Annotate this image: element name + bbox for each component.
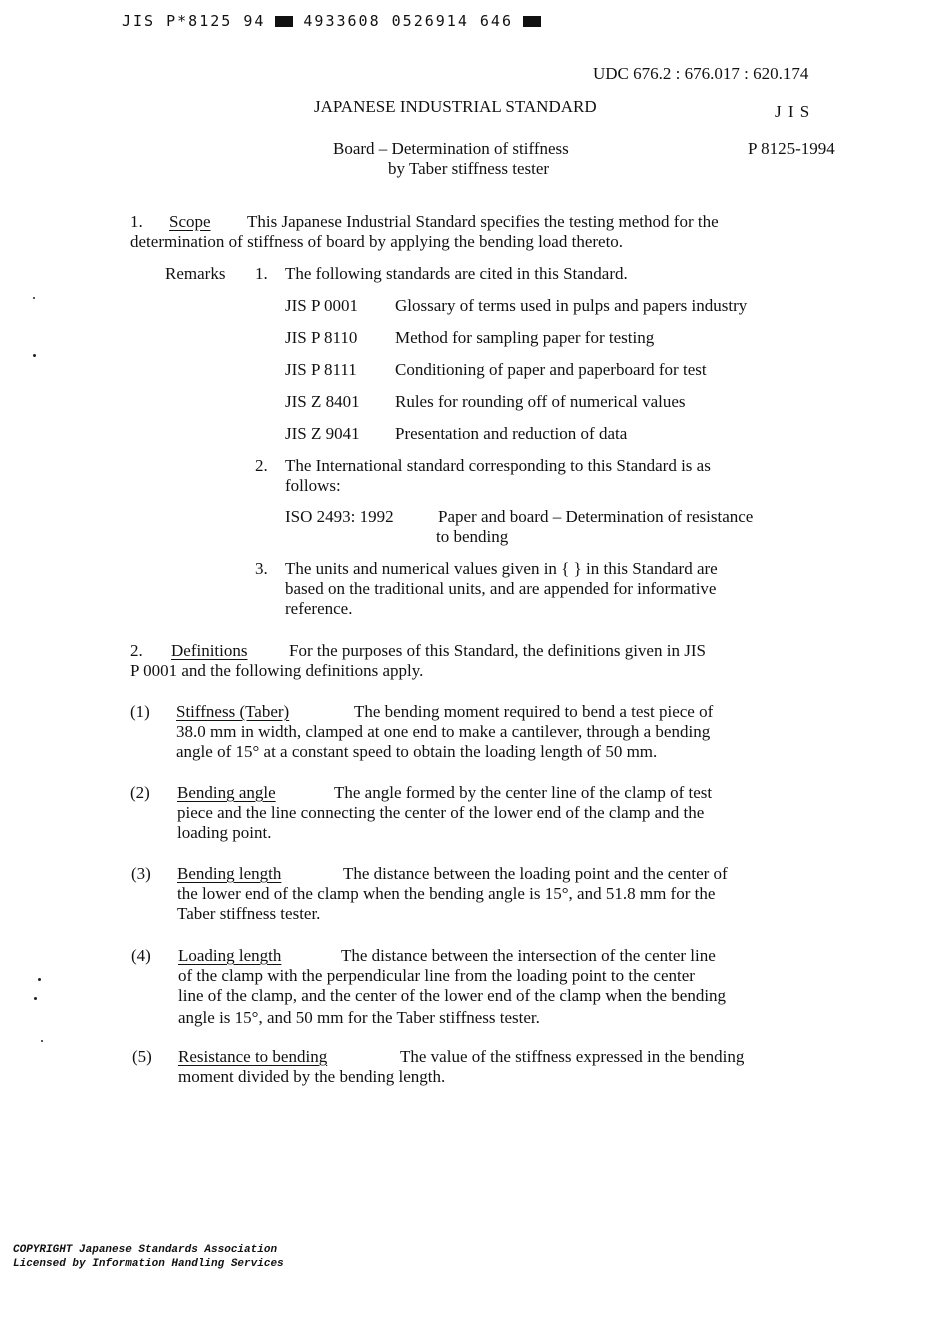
definition-text-line: loading point. [177,823,272,842]
definition-text-line: moment divided by the bending length. [178,1067,446,1086]
definition-term: Stiffness (Taber) [176,702,290,721]
definition-number: (2) [130,783,150,802]
definition-number: (3) [131,864,151,883]
document-title-line-1: Board – Determination of stiffness [333,139,569,158]
ref-title: Rules for rounding off of numerical values [395,392,686,411]
ref-title: Method for sampling paper for testing [395,328,655,347]
definition-text-line: angle is 15°, and 50 mm for the Taber stiffness tester. [178,1008,540,1027]
scope-text-line-2: determination of stiffness of board by applying the bending load thereto. [130,232,624,251]
definition-number: (5) [132,1047,152,1066]
scan-mark [41,1040,43,1042]
definition-term: Resistance to bending [178,1047,328,1066]
footer-license: Licensed by Information Handling Services [13,1258,284,1270]
ref-code: JIS Z 9041 [285,424,360,443]
barcode-block-icon [523,16,541,27]
definition-text-line: piece and the line connecting the center of the lower end of the clamp and the [177,803,705,822]
scan-mark [33,354,36,357]
remark-3-number: 3. [255,559,268,578]
iso-title-line-2: to bending [436,527,509,546]
definition-text-line: angle of 15° at a constant speed to obtain the loading length of 50 mm. [176,742,658,761]
scan-mark [38,978,41,981]
definition-text-line: The angle formed by the center line of the clamp of test [334,783,713,802]
document-number: P 8125-1994 [748,139,835,158]
definition-text-line: the lower end of the clamp when the bending angle is 15°, and 51.8 mm for the [177,884,716,903]
scope-heading: Scope [169,212,211,231]
ref-code: JIS Z 8401 [285,392,360,411]
remark-2-number: 2. [255,456,268,475]
ref-code: JIS P 8110 [285,328,358,347]
remark-1-number: 1. [255,264,268,283]
barcode-block-icon [275,16,293,27]
remark-3-text-line-3: reference. [285,599,353,618]
definition-number: (1) [130,702,150,721]
definition-text-line: 38.0 mm in width, clamped at one end to make a cantilever, through a bending [176,722,711,741]
definition-term: Bending length [177,864,282,883]
definition-term: Bending angle [177,783,276,802]
definition-text-line: of the clamp with the perpendicular line from the loading point to the center [178,966,695,985]
remark-3-text-line-2: based on the traditional units, and are appended for informative [285,579,717,598]
document-code-part-1: JIS P*8125 94 [122,12,266,30]
definitions-number: 2. [130,641,143,660]
scan-mark [33,297,35,299]
definitions-text-line-1: For the purposes of this Standard, the definitions given in JIS [289,641,706,660]
remarks-label: Remarks [165,264,226,283]
ref-title: Presentation and reduction of data [395,424,628,443]
standard-title: JAPANESE INDUSTRIAL STANDARD [314,97,597,116]
document-code-line [122,12,541,30]
remark-2-text-line-1: The International standard corresponding to this Standard is as [285,456,711,475]
scope-number: 1. [130,212,143,231]
ref-code: JIS P 8111 [285,360,357,379]
definition-text-line: line of the clamp, and the center of the lower end of the clamp when the bending [178,986,727,1005]
document-title-line-2: by Taber stiffness tester [388,159,550,178]
ref-title: Glossary of terms used in pulps and papers industry [395,296,748,315]
remark-3-text-line-1: The units and numerical values given in { } in this Standard are [285,559,718,578]
definitions-text-line-2: P 0001 and the following definitions apply. [130,661,424,680]
document-code-part-2: 4933608 0526914 646 [303,12,513,30]
definitions-heading: Definitions [171,641,248,660]
definition-text-line: The value of the stiffness expressed in the bending [400,1047,745,1066]
ref-title: Conditioning of paper and paperboard for test [395,360,707,379]
definition-number: (4) [131,946,151,965]
remark-1-text: The following standards are cited in this Standard. [285,264,628,283]
jis-label: J I S [775,102,811,121]
footer-copyright: COPYRIGHT Japanese Standards Association [13,1244,278,1256]
remark-2-text-line-2: follows: [285,476,341,495]
definition-text-line: The distance between the loading point and the center of [343,864,728,883]
udc-number: UDC 676.2 : 676.017 : 620.174 [593,64,809,83]
definition-text-line: The distance between the intersection of the center line [341,946,716,965]
iso-code: ISO 2493: 1992 [285,507,394,526]
definition-text-line: Taber stiffness tester. [177,904,321,923]
scope-text-line-1: This Japanese Industrial Standard specifies the testing method for the [247,212,719,231]
iso-title-line-1: Paper and board – Determination of resistance [438,507,754,526]
scan-mark [34,997,37,1000]
definition-text-line: The bending moment required to bend a test piece of [354,702,714,721]
ref-code: JIS P 0001 [285,296,359,315]
definition-term: Loading length [178,946,282,965]
